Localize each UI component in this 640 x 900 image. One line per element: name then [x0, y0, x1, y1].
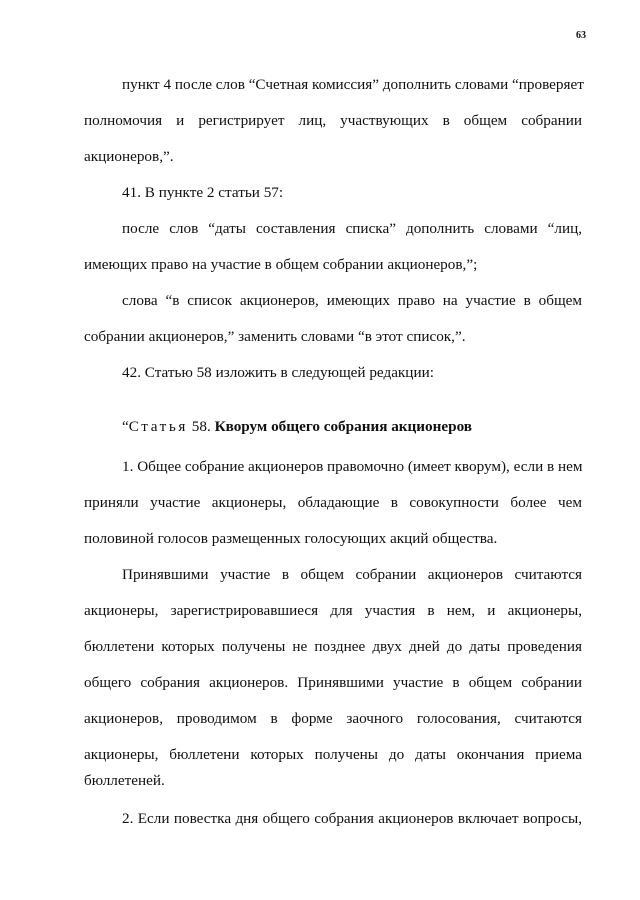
- paragraph-line: бюллетеней.: [84, 772, 165, 789]
- paragraph-line: пункт 4 после слов “Счетная комиссия” дополнить словами “проверяет: [122, 76, 584, 93]
- article-title: Кворум общего собрания акционеров: [214, 418, 473, 435]
- paragraph-line: бюллетени которых получены не позднее двух дней до даты проведения: [84, 638, 582, 655]
- paragraph-line: акционеры, бюллетени которых получены до даты окончания приема: [84, 746, 582, 763]
- paragraph-line: 42. Статью 58 изложить в следующей редакции:: [122, 364, 434, 381]
- paragraph-line: половиной голосов размещенных голосующих акций общества.: [84, 530, 498, 547]
- article-quote: “: [122, 418, 129, 435]
- paragraph-line: приняли участие акционеры, обладающие в совокупности более чем: [84, 494, 582, 511]
- article-heading: [122, 418, 592, 436]
- paragraph-line: 1. Общее собрание акционеров правомочно (имеет кворум), если в нем: [122, 458, 583, 475]
- paragraph-line: 41. В пункте 2 статьи 57:: [122, 184, 284, 201]
- paragraph-line: имеющих право на участие в общем собрании акционеров,”;: [84, 256, 478, 273]
- article-number: 58.: [191, 418, 211, 435]
- page-number: 63: [576, 30, 586, 41]
- paragraph-line: акционеров, проводимом в форме заочного голосования, считаются: [84, 710, 582, 727]
- paragraph-line: собрании акционеров,” заменить словами “в этот список,”.: [84, 328, 466, 345]
- paragraph-line: полномочия и регистрирует лиц, участвующих в общем собрании: [84, 112, 582, 129]
- paragraph-line: после слов “даты составления списка” дополнить словами “лиц,: [122, 220, 582, 237]
- paragraph-line: 2. Если повестка дня общего собрания акционеров включает вопросы,: [122, 810, 582, 827]
- paragraph-line: Принявшими участие в общем собрании акционеров считаются: [122, 566, 582, 583]
- paragraph-line: слова “в список акционеров, имеющих право на участие в общем: [122, 292, 582, 309]
- paragraph-line: акционеров,”.: [84, 148, 174, 165]
- article-label: Статья: [128, 418, 188, 435]
- paragraph-line: общего собрания акционеров. Принявшими участие в общем собрании: [84, 674, 582, 691]
- paragraph-line: акционеры, зарегистрировавшиеся для участия в нем, и акционеры,: [84, 602, 582, 619]
